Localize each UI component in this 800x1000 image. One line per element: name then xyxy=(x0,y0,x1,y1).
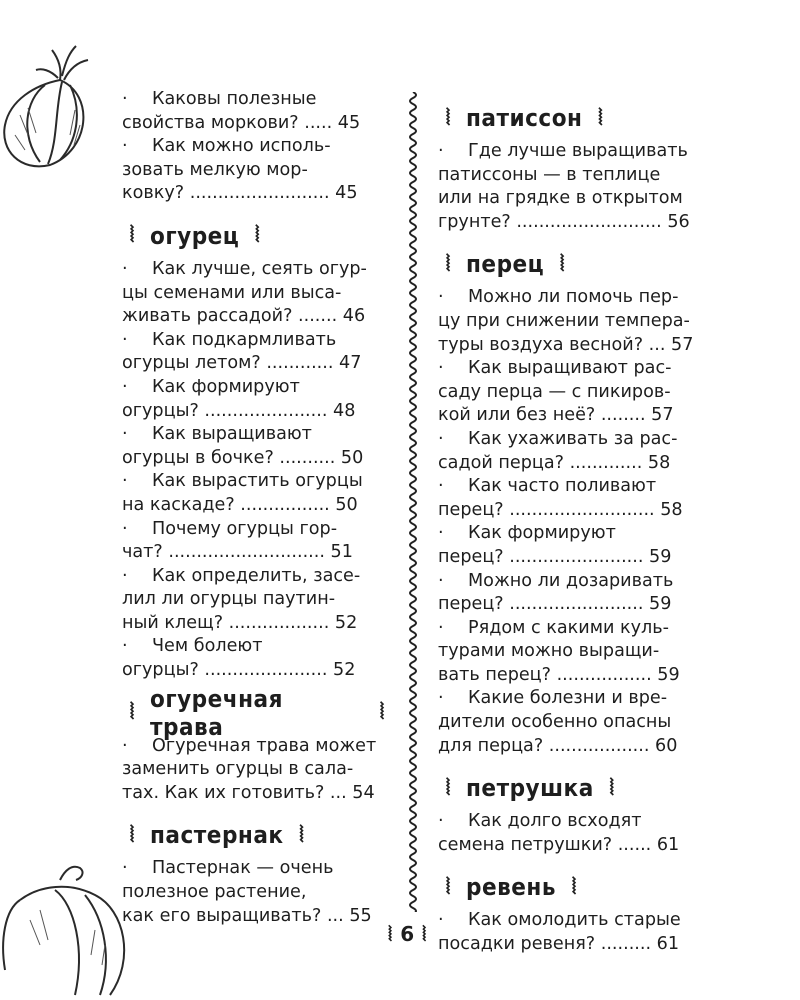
toc-entry-line xyxy=(122,565,392,589)
toc-entry-text: Огуречная трава может xyxy=(152,735,377,756)
toc-entry-line xyxy=(122,423,392,447)
toc-entry-text: кой или без неё? ........ 57 xyxy=(438,405,674,426)
toc-entry-line xyxy=(122,159,392,183)
section-heading xyxy=(122,684,392,741)
section-deco-left: ⦚ xyxy=(129,223,135,249)
bullet-icon: · xyxy=(438,910,444,931)
toc-entry-line xyxy=(438,286,710,310)
toc-entry[interactable] xyxy=(438,475,710,522)
toc-entry-text: тах. Как их готовить? ... 54 xyxy=(122,782,375,803)
toc-entry-text: перец? .......................... 58 xyxy=(438,499,683,520)
page-number-deco-right: ⦚ xyxy=(422,922,427,946)
toc-entry-line xyxy=(122,400,392,424)
toc-entry-line xyxy=(438,211,710,235)
toc-entry-text: Как долго всходят xyxy=(468,811,642,832)
section-title: огуречная трава xyxy=(149,684,283,741)
toc-entry-line xyxy=(122,88,392,112)
section-deco-left: ⦚ xyxy=(445,105,451,131)
toc-entry-text: Рядом с какими куль- xyxy=(468,617,670,638)
section-deco-right: ⦚ xyxy=(571,874,577,900)
toc-entry-line xyxy=(122,352,392,376)
toc-entry[interactable] xyxy=(438,428,710,475)
toc-entry-text: или на грядке в открытом xyxy=(438,188,683,209)
toc-entry-line xyxy=(438,140,710,164)
toc-entry-text: Чем болеют xyxy=(152,636,263,657)
section-deco-left: ⦚ xyxy=(445,775,451,801)
bullet-icon: · xyxy=(438,287,444,308)
page-number-value: 6 xyxy=(400,922,415,946)
toc-entry-text: посадки ревеня? ......... 61 xyxy=(438,934,680,955)
toc-entry-text: полезное растение, xyxy=(122,882,307,903)
toc-entry-text: перец? ........................ 59 xyxy=(438,546,672,567)
toc-entry-text: чат? ............................ 51 xyxy=(122,542,353,563)
toc-entry-line xyxy=(438,428,710,452)
section-deco-right: ⦚ xyxy=(598,105,603,131)
toc-entry-line xyxy=(438,310,710,334)
toc-entry-text: Как формируют xyxy=(152,376,300,397)
toc-entry-line xyxy=(438,546,710,570)
toc-entry-text: ковку? ......................... 45 xyxy=(122,183,358,204)
bullet-icon: · xyxy=(438,688,444,709)
toc-entry-text: вать перец? ................. 59 xyxy=(438,664,680,685)
toc-entry-line xyxy=(122,758,392,782)
toc-entry-text: Как можно исполь- xyxy=(152,136,331,157)
bullet-icon: · xyxy=(122,565,128,586)
toc-entry-line xyxy=(122,470,392,494)
section-heading xyxy=(438,768,710,808)
bullet-icon: · xyxy=(438,476,444,497)
toc-entry-text: Как выращивают рас- xyxy=(468,358,672,379)
bullet-icon: · xyxy=(122,258,128,279)
toc-entry-text: семена петрушки? ...... 61 xyxy=(438,834,680,855)
toc-entry-text: Пастернак — очень xyxy=(152,858,334,879)
toc-entry-line xyxy=(122,905,392,929)
toc-entry-text: цы семенами или выса- xyxy=(122,282,342,303)
toc-entry-line xyxy=(438,735,710,759)
toc-entry-line xyxy=(438,593,710,617)
toc-entry[interactable] xyxy=(438,286,710,357)
bullet-icon: · xyxy=(438,358,444,379)
section-title: огурец xyxy=(150,221,240,250)
toc-entry[interactable] xyxy=(122,635,392,682)
toc-entry-line xyxy=(438,909,710,933)
toc-entry-line xyxy=(438,810,710,834)
toc-entry-text: грунте? .......................... 56 xyxy=(438,211,690,232)
bullet-icon: · xyxy=(122,518,128,539)
toc-entry[interactable] xyxy=(122,135,392,206)
toc-entry-line xyxy=(122,376,392,400)
toc-entry[interactable] xyxy=(122,735,392,806)
toc-entry-line xyxy=(438,640,710,664)
toc-entry[interactable] xyxy=(122,258,392,329)
toc-entry-line xyxy=(122,541,392,565)
toc-entry-line xyxy=(438,664,710,688)
bullet-icon: · xyxy=(122,735,128,756)
section-deco-left: ⦚ xyxy=(129,822,135,848)
toc-entry-text: Как вырастить огурцы xyxy=(152,471,363,492)
toc-entry-text: как его выращивать? ... 55 xyxy=(122,905,372,926)
toc-entry-text: Как лучше, сеять огур- xyxy=(152,258,367,279)
toc-entry-text: патиссоны — в теплице xyxy=(438,164,661,185)
bullet-icon: · xyxy=(438,617,444,638)
bullet-icon: · xyxy=(122,136,128,157)
toc-entry-line xyxy=(438,187,710,211)
toc-entry-text: огурцы летом? ............ 47 xyxy=(122,353,362,374)
toc-entry-text: свойства моркови? ..... 45 xyxy=(122,112,361,133)
bullet-icon: · xyxy=(438,428,444,449)
toc-entry-line xyxy=(122,518,392,542)
section-deco-right: ⦚ xyxy=(379,700,385,726)
toc-entry[interactable] xyxy=(438,140,710,234)
toc-entry-line xyxy=(438,570,710,594)
toc-entry-text: Как выращивают xyxy=(152,424,312,445)
toc-entry-text: саду перца — с пикиров- xyxy=(438,381,671,402)
toc-entry-line xyxy=(122,659,392,683)
toc-entry-text: Как определить, засе- xyxy=(152,565,361,586)
toc-entry[interactable] xyxy=(122,518,392,565)
toc-entry[interactable] xyxy=(438,570,710,617)
section-heading xyxy=(438,98,710,138)
section-deco-left: ⦚ xyxy=(445,251,451,277)
toc-entry-text: Как формируют xyxy=(468,523,616,544)
section-deco-right: ⦚ xyxy=(559,251,565,277)
toc-entry-text: живать рассадой? ....... 46 xyxy=(122,306,366,327)
bullet-icon: · xyxy=(122,89,128,109)
toc-entry-line xyxy=(438,933,710,957)
toc-entry[interactable] xyxy=(438,909,710,956)
toc-entry-line xyxy=(122,735,392,759)
left-column xyxy=(122,88,392,928)
toc-entry[interactable] xyxy=(122,423,392,470)
toc-entry-line xyxy=(122,782,392,806)
section-title: пастернак xyxy=(150,821,284,850)
section-title: ревень xyxy=(466,873,556,902)
toc-entry-text: Как часто поливают xyxy=(468,476,657,497)
section-heading xyxy=(122,216,392,256)
toc-entry-text: дители особенно опасны xyxy=(438,712,672,733)
bullet-icon: · xyxy=(438,811,444,832)
right-column xyxy=(438,88,710,957)
toc-entry-line xyxy=(438,164,710,188)
section-heading xyxy=(122,815,392,855)
toc-entry-line xyxy=(122,588,392,612)
toc-entry-text: перец? ........................ 59 xyxy=(438,594,672,615)
toc-entry[interactable] xyxy=(438,357,710,428)
toc-entry-text: туры воздуха весной? ... 57 xyxy=(438,334,694,355)
toc-entry-text: лил ли огурцы паутин- xyxy=(122,589,336,610)
toc-entry-text: для перца? .................. 60 xyxy=(438,735,678,756)
bullet-icon: · xyxy=(438,523,444,544)
toc-entry-line xyxy=(438,617,710,641)
toc-entry-line xyxy=(122,329,392,353)
toc-entry[interactable] xyxy=(122,329,392,376)
toc-entry-text: Как подкармливать xyxy=(152,329,337,350)
toc-entry-text: заменить огурцы в сала- xyxy=(122,759,354,780)
section-deco-left: ⦚ xyxy=(445,874,451,900)
section-heading xyxy=(438,867,710,907)
toc-entry-line xyxy=(438,357,710,381)
toc-entry-line xyxy=(122,494,392,518)
toc-entry-line xyxy=(122,182,392,206)
section-title: перец xyxy=(466,250,545,279)
toc-entry-text: садой перца? ............. 58 xyxy=(438,452,671,473)
toc-entry-line xyxy=(122,282,392,306)
toc-entry-line xyxy=(122,635,392,659)
toc-entry-line xyxy=(438,711,710,735)
bullet-icon: · xyxy=(122,636,128,657)
bullet-icon: · xyxy=(438,141,444,161)
toc-entry-text: Где лучше выращивать xyxy=(468,141,688,161)
toc-entry-text: Какие болезни и вре- xyxy=(468,688,668,709)
bullet-icon: · xyxy=(122,329,128,350)
toc-entry-text: Как омолодить старые xyxy=(468,910,681,931)
toc-entry-text: на каскаде? ................ 50 xyxy=(122,494,358,515)
toc-entry-line xyxy=(438,334,710,358)
toc-entry-line xyxy=(438,381,710,405)
section-deco-right: ⦚ xyxy=(255,223,260,249)
toc-entry-text: огурцы? ...................... 48 xyxy=(122,400,356,421)
toc-entry-line xyxy=(438,687,710,711)
toc-entry[interactable] xyxy=(122,376,392,423)
toc-entry-text: Как ухаживать за рас- xyxy=(468,428,678,449)
toc-entry-line xyxy=(122,857,392,881)
bullet-icon: · xyxy=(122,471,128,492)
page-number xyxy=(384,922,430,946)
toc-entry-line xyxy=(122,112,392,136)
toc-entry-line xyxy=(122,881,392,905)
section-deco-left: ⦚ xyxy=(129,700,135,726)
toc-entry-line xyxy=(438,834,710,858)
pepper-icon xyxy=(0,850,140,1000)
toc-entry-text: цу при снижении темпера- xyxy=(438,310,690,331)
toc-entry-text: Можно ли дозаривать xyxy=(468,570,674,591)
toc-entry-line xyxy=(122,135,392,159)
toc-entry[interactable] xyxy=(438,617,710,688)
toc-entry[interactable] xyxy=(122,470,392,517)
toc-entry[interactable] xyxy=(122,565,392,636)
toc-entry-text: Каковы полезные xyxy=(152,89,317,109)
toc-entry-text: зовать мелкую мор- xyxy=(122,159,308,180)
section-deco-right: ⦚ xyxy=(609,775,615,801)
toc-entry[interactable] xyxy=(122,857,392,928)
toc-entry-line xyxy=(122,612,392,636)
toc-entry-text: ный клещ? .................. 52 xyxy=(122,612,358,633)
toc-entry-line xyxy=(122,305,392,329)
toc-entry-line xyxy=(438,475,710,499)
toc-entry[interactable] xyxy=(438,522,710,569)
toc-entry[interactable] xyxy=(438,810,710,857)
section-heading xyxy=(438,244,710,284)
section-title: патиссон xyxy=(466,104,583,132)
bullet-icon: · xyxy=(438,570,444,591)
section-title: петрушка xyxy=(466,774,594,803)
page-number-deco-left: ⦚ xyxy=(388,922,393,946)
bullet-icon: · xyxy=(122,424,128,445)
toc-entry-line xyxy=(438,404,710,428)
toc-entry[interactable] xyxy=(438,687,710,758)
onion-icon xyxy=(0,40,115,175)
bullet-icon: · xyxy=(122,376,128,397)
toc-entry-text: Почему огурцы гор- xyxy=(152,518,338,539)
toc-entry-line xyxy=(438,522,710,546)
toc-entry-text: Можно ли помочь пер- xyxy=(468,287,679,308)
toc-entry-text: огурцы? ...................... 52 xyxy=(122,660,356,681)
toc-entry[interactable] xyxy=(122,88,392,135)
toc-entry-text: огурцы в бочке? .......... 50 xyxy=(122,447,364,468)
toc-entry-line xyxy=(122,258,392,282)
section-deco-right: ⦚ xyxy=(299,822,304,848)
toc-entry-line xyxy=(438,499,710,523)
bullet-icon: · xyxy=(122,858,128,879)
column-divider xyxy=(405,92,421,912)
toc-entry-line xyxy=(438,452,710,476)
toc-entry-text: турами можно выращи- xyxy=(438,641,660,662)
toc-entry-line xyxy=(122,447,392,471)
